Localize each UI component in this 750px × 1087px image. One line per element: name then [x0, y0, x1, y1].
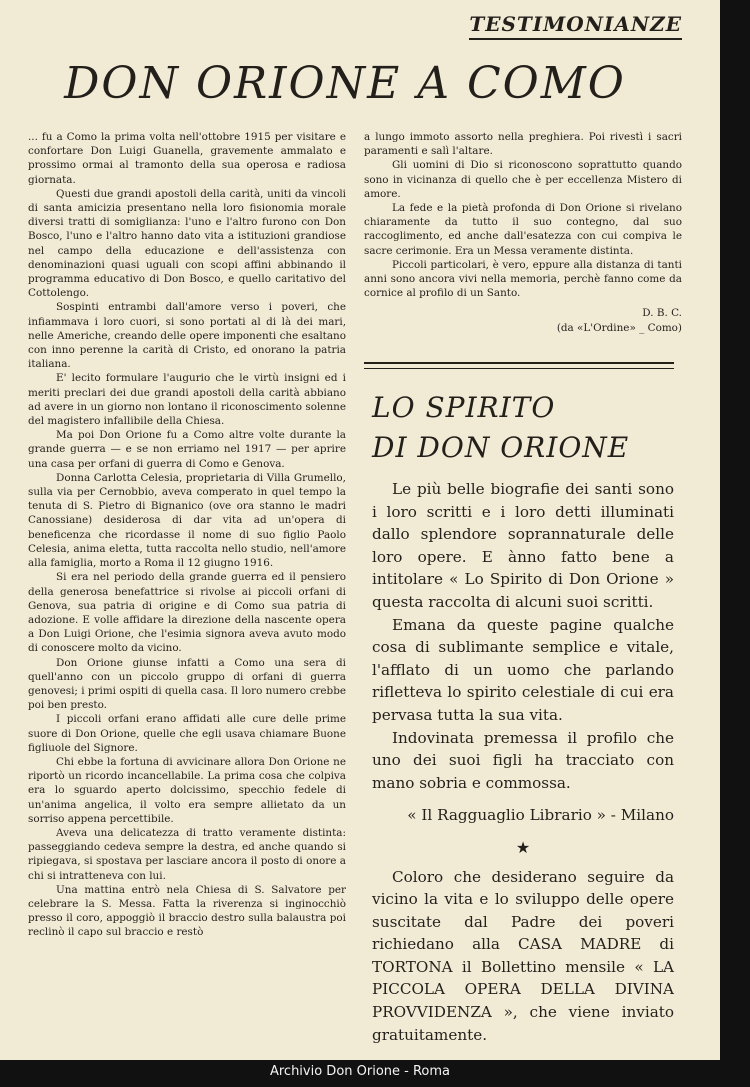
article-paragraph: Sospinti entrambi dall'amore verso i poveri, che infiammava i loro cuori, si sono portati al di là dei mari, nelle Americhe, creando delle opere imponenti che esaltano con inno perenne la carità di Cristo, ed onorano la patria italiana.: [28, 301, 346, 371]
section-label: TESTIMONIANZE: [469, 12, 682, 40]
article-paragraph: Si era nel periodo della grande guerra ed il pensiero della generosa benefattrice si rivolse ai piccoli orfani di Genova, sua patria di origine e di Como sua patria di adozione. E volle affidare la direzione della nascente opera a Don Luigi Orione, che l'esimia signora aveva avuto modo di conoscere molto da vicino.: [28, 571, 346, 655]
article-paragraph: E' lecito formulare l'augurio che le virtù insigni ed i meriti preclari dei due grandi apostoli della carità abbiano ad avere in un giorno non lontano il riconoscimento solenne del magistero infallibile della Chiesa.: [28, 372, 346, 428]
article-title: DON ORIONE A COMO: [64, 58, 626, 109]
archive-footer: Archivio Don Orione - Roma: [269, 1064, 451, 1079]
article-paragraph: Le più belle biografie dei santi sono i loro scritti e i loro detti illuminati dallo splendore soprannaturale delle loro opere. E ànno fatto bene a intitolare « Lo Spirito di Don Orione » questa raccolta di alcuni suoi scritti.: [372, 480, 674, 611]
review-source: « Il Ragguaglio Librario » - Milano: [407, 806, 674, 825]
author-initials: D. B. C.: [642, 307, 682, 320]
article-source: (da «L'Ordine» _ Como): [556, 321, 682, 334]
article-paragraph: Chi ebbe la fortuna di avvicinare allora Don Orione ne riportò un ricordo incancellabile. La prima cosa che colpiva era lo sguardo aperto dolcissimo, specchio fedele di un'anima angelica, il volto era sempre allietato da un sorriso appena percettibile.: [28, 755, 346, 825]
second-article-body: [372, 478, 674, 1046]
article-paragraph: Ma poi Don Orione fu a Como altre volte durante la grande guerra — e se non erriamo nel 1917 — per aprire una casa per orfani di guerra di Como e Genova.: [28, 429, 346, 470]
article-paragraph: Emana da queste pagine qualche cosa di sublimante semplice e vitale, l'afflato di un uomo che parlando rifletteva lo spirito celestiale di cui era pervasa tutta la sua vita.: [372, 615, 674, 724]
article-paragraph: a lungo immoto assorto nella preghiera. Poi rivestì i sacri paramenti e salì l'altare.: [364, 131, 682, 158]
article-signature: [364, 306, 682, 334]
title-line: LO SPIRITO: [372, 391, 556, 424]
closing-notice: Coloro che desiderano seguire da vicino la vita e lo sviluppo delle opere suscitate dal Padre dei poveri richiedano alla CASA MADRE di TORTONA il Bollettino mensile « LA PICCOLA OPERA DELLA DIVINA PROVVIDENZA », che viene inviato gratuitamente.: [372, 867, 674, 1044]
article-paragraph: Indovinata premessa il profilo che uno dei suoi figli ha tracciato con mano sobria e commossa.: [372, 728, 674, 792]
article-paragraph: ... fu a Como la prima volta nell'ottobre 1915 per visitare e confortare Don Luigi Guanella, gravemente ammalato e prossimo ormai al tramonto della sua operosa e radiosa giornata.: [28, 131, 346, 186]
article-paragraph: Questi due grandi apostoli della carità, uniti da vincoli di santa amicizia presentano nella loro fisionomia morale diversi tratti di somiglianza: l'uno e l'altro furono con Don Bosco, l'uno e l'altro hanno dato vita a istituzioni grandiose nel campo della educazione e dell'assistenza con denominazioni quasi uguali con scopi affini abbinando il programma educativo di Don Bosco, e quello caritativo del Cottolengo.: [28, 187, 346, 300]
article-paragraph: Donna Carlotta Celesia, proprietaria di Villa Grumello, sulla via per Cernobbio, aveva comperato in quel tempo la tenuta di S. Pietro di Bignanico (ove ora stanno le madri Canossiane) desiderosa di dar vita ad un'opera di beneficenza che ricordasse il nome di suo figlio Paolo Celesia, anima eletta, tutta raccolta nello studio, nell'amore alla famiglia, morto a Roma il 12 giugno 1916.: [28, 471, 346, 570]
article-paragraph: Una mattina entrò nela Chiesa di S. Salvatore per celebrare la S. Messa. Fatta la riverenza si inginocchiò presso il coro, appoggiò il braccio destro sulla balaustra poi reclinò il capo sul braccio e restò: [28, 883, 346, 939]
second-article-title: [372, 388, 629, 468]
section-divider: [364, 362, 674, 364]
article-paragraph: Aveva una delicatezza di tratto veramente distinta: passeggiando cedeva sempre la destra, ed anche quando si ripiegava, si spostava per lasciare ancora il posto di onore a chi si intratteneva con lui.: [28, 826, 346, 882]
article-paragraph: I piccoli orfani erano affidati alle cure delle prime suore di Don Orione, quelle che egli usava chiamare Buone figliuole del Signore.: [28, 713, 346, 754]
title-line: DI DON ORIONE: [372, 431, 630, 464]
article-paragraph: La fede e la pietà profonda di Don Orione si rivelano chiaramente da tutto il suo contegno, dal suo raccoglimento, ed anche dall'esatezza con cui compiva le sacre cerimonie. Era un Messa veramente distinta.: [364, 202, 682, 257]
article-paragraph: Piccoli particolari, è vero, eppure alla distanza di tanti anni sono ancora vivi nella memoria, perchè fanno come da cornice al profilo di un Santo.: [364, 258, 682, 300]
article-right-column: [364, 130, 682, 335]
article-paragraph: Don Orione giunse infatti a Como una sera di quell'anno con un piccolo gruppo di orfani di guerra genovesi; i primi ospiti di quella casa. Il loro numero crebbe poi ben presto.: [28, 656, 346, 712]
section-divider-thin: [364, 368, 674, 369]
star-icon: ★: [515, 837, 531, 857]
article-paragraph: Gli uomini di Dio si riconoscono soprattutto quando sono in vicinanza di quello che è per eccellenza Mistero di amore.: [364, 159, 682, 200]
article-left-column: [28, 130, 346, 940]
